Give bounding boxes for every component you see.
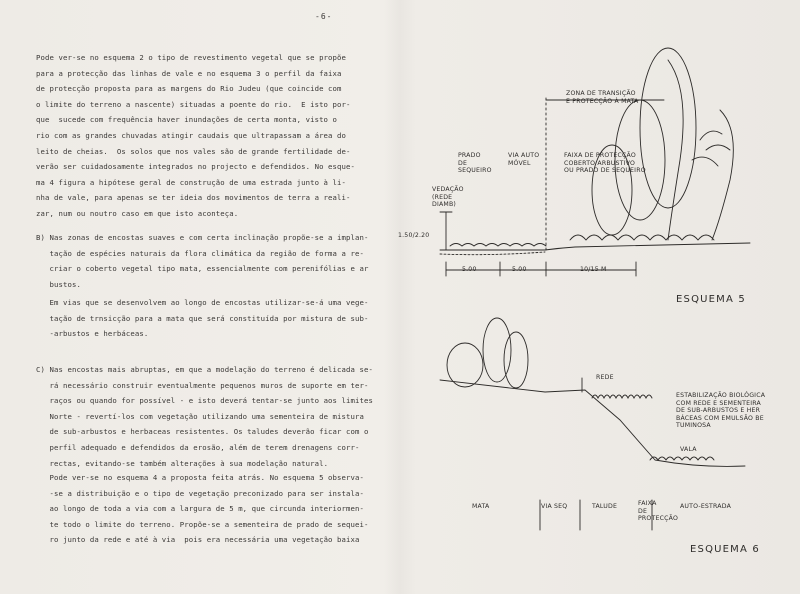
paragraph-c-continued: Pode ver-se no esquema 4 a proposta feita atrás. No esquema 5 observa- -se a distribuição e o tipo de vegetação preconizado para ser instala- ao longo de toda a via com a largura de 5 m, que circunda interiormen- te todo o limite do terreno. Propõe-se a sementeira de prado de sequei- ro junto da rede e até à via pois era necessária uma vegetação baixa	[49, 473, 369, 545]
page-number: -6-	[315, 12, 333, 21]
label-vedacao: VEDAÇÃO (REDE DIAMB)	[432, 186, 464, 208]
label-faixa-proteccao-6: FAIXA DE PROTECÇÃO	[638, 500, 679, 522]
esquema5-title: ESQUEMA 5	[676, 294, 746, 305]
label-prado-sequeiro: PRADO DE SEQUEIRO	[458, 152, 492, 174]
paragraph-intro: Pode ver-se no esquema 2 o tipo de revestimento vegetal que se propõe para a protecção das linhas de vale e no esquema 3 o perfil da faixa de protecção proposta para as margens do Rio Judeu (que coincide com o limite do terreno a nascente) situadas a poente do rio. E isto por- que sucede com frequência haver inundações de certa monta, visto o rio com as grandes chuvadas atingir caudais que ultrapassam a área do leito de cheias. Os solos que nos vales são de grande fertilidade de- verão ser cuidadosamente integrados no projecto e defendidos. No esque- ma 4 figura a hipótese geral de construção de uma estrada junto à li- nha de vale, para apenas se ter ideia dos movimentos de terra a reali- zar, num ou noutro caso em que isto aconteça.	[36, 53, 356, 218]
label-zona-transicao: ZONA DE TRANSIÇÃO E PROTECÇÃO À MATA	[566, 90, 639, 105]
label-dim-5a: 5.00	[462, 266, 477, 273]
label-mata: MATA	[472, 503, 490, 510]
paragraph-b-continued: Em vias que se desenvolvem ao longo de encostas utilizar-se-á uma vege- tação de trnsicção para a mata que será constituída por mistura de sub- -arbustos e herbáceas.	[49, 298, 369, 339]
label-faixa-proteccao: FAIXA DE PROTECÇÃO COBERTO ARBUSTIVO OU PRADO DE SEQUEIRO	[564, 152, 646, 174]
label-estabilizacao: ESTABILIZAÇÃO BIOLÓGICA COM REDE E SEMENTEIRA DE SUB-ARBUSTOS E HER BÁCEAS COM EMULSÃO BE TUMINOSA	[676, 392, 766, 429]
label-height: 1.50/2.20	[398, 232, 430, 239]
label-vala: VALA	[680, 446, 697, 453]
label-via-seq: VIA SEQ	[541, 503, 568, 510]
label-auto-estrada: AUTO-ESTRADA	[680, 503, 732, 510]
label-rede: REDE	[596, 374, 614, 381]
label-dim-5b: 5.00	[512, 266, 527, 273]
esquema6-title: ESQUEMA 6	[690, 544, 760, 555]
paragraph-b: B) Nas zonas de encostas suaves e com certa inclinação propõe-se a implan- tação de espécies naturais da flora climática da região de forma a re- criar o coberto vegetal tipo mata, essencialmente com perenifólias e ar bustos.	[36, 233, 369, 289]
label-via-automovel: VIA AUTO MÓVEL	[508, 152, 540, 167]
label-dim-10-15: 10/15 M	[580, 266, 607, 273]
paragraph-c: C) Nas encostas mais abruptas, em que a modelação do terreno é delicada se- rá necessário construir eventualmente pequenos muros de suporte em ter- raços ou quando for possível - e isto deverá tentar-se junto aos limites Norte - revertí-los com vegetação utilizando uma sementeira de mistura de sub-arbustos e herbaceas resistentes. Os taludes deverão ficar com o perfil adequado e defendidos da erosão, além de terem drenagens corr- rectas, evitando-se também alterações à sua modelação natural.	[36, 365, 373, 468]
label-talude: TALUDE	[592, 503, 618, 510]
